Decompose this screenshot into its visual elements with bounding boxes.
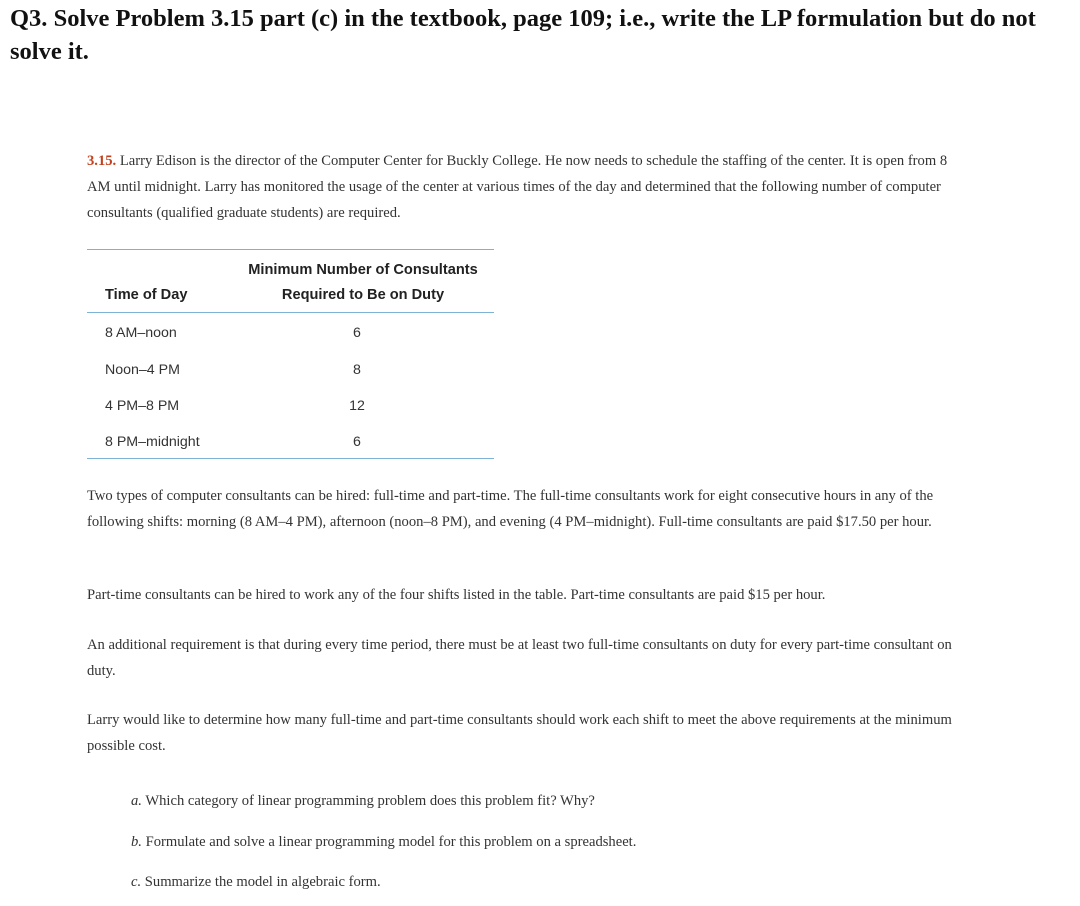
table-row-time: 8 AM–noon <box>105 325 177 341</box>
table-top-rule <box>87 249 494 250</box>
part-a-letter: a. <box>131 793 142 809</box>
table-row-time: Noon–4 PM <box>105 362 180 378</box>
header-time-of-day: Time of Day <box>105 287 188 303</box>
header-min-consultants-line2: Required to Be on Duty <box>281 287 445 303</box>
table-bottom-rule <box>87 458 494 459</box>
table-row-min: 12 <box>349 398 365 414</box>
part-a <box>131 793 931 810</box>
table-row-min: 6 <box>353 434 361 450</box>
part-b <box>131 834 931 851</box>
table-row-min: 8 <box>353 362 361 378</box>
problem-number: 3.15. <box>87 153 117 169</box>
header-min-consultants-line1: Minimum Number of Consultants <box>248 262 478 278</box>
table-header-rule <box>87 312 494 313</box>
question-text: Solve Problem 3.15 part (c) in the textbook, page 109; i.e., write the LP formulation but do not solve it. <box>10 5 1036 65</box>
part-c-text: Summarize the model in algebraic form. <box>141 874 381 890</box>
paragraph-part-time: Part-time consultants can be hired to work any of the four shifts listed in the table. Part-time consultants are paid $15 per hour. <box>87 587 826 603</box>
part-b-text: Formulate and solve a linear programming model for this problem on a spreadsheet. <box>141 834 637 850</box>
table-row-min: 6 <box>353 325 361 341</box>
table-row-time: 4 PM–8 PM <box>105 398 180 414</box>
table-row-time: 8 PM–midnight <box>105 434 200 450</box>
problem-intro-text: Larry Edison is the director of the Computer Center for Buckly College. He now needs to schedule the staffing of the center. It is open from 8 AM until midnight. Larry has monitored the usage of the center at various times of the day and determined that the following number of computer consultants (qualified graduate students) are required. <box>87 153 948 221</box>
part-c-letter: c. <box>131 874 142 890</box>
part-c <box>131 874 931 891</box>
part-a-text: Which category of linear programming problem does this problem fit? Why? <box>141 793 595 809</box>
part-b-letter: b. <box>131 834 142 850</box>
question-heading <box>10 2 1074 68</box>
paragraph-additional-requirement: An additional requirement is that during every time period, there must be at least two full-time consultants on duty for every part-time consultant on duty. <box>87 637 952 679</box>
paragraph-consultant-types: Two types of computer consultants can be hired: full-time and part-time. The full-time consultants work for eight consecutive hours in any of the following shifts: morning (8 AM–4 PM), afternoon (noon–8 PM), and evening (4 PM–midnight). Full-time consultants are paid $17.50 per hour. <box>87 488 934 530</box>
question-number: Q3. <box>10 5 48 32</box>
paragraph-goal: Larry would like to determine how many full-time and part-time consultants should work each shift to meet the above requirements at the minimum possible cost. <box>87 712 952 754</box>
problem-intro <box>87 148 967 226</box>
